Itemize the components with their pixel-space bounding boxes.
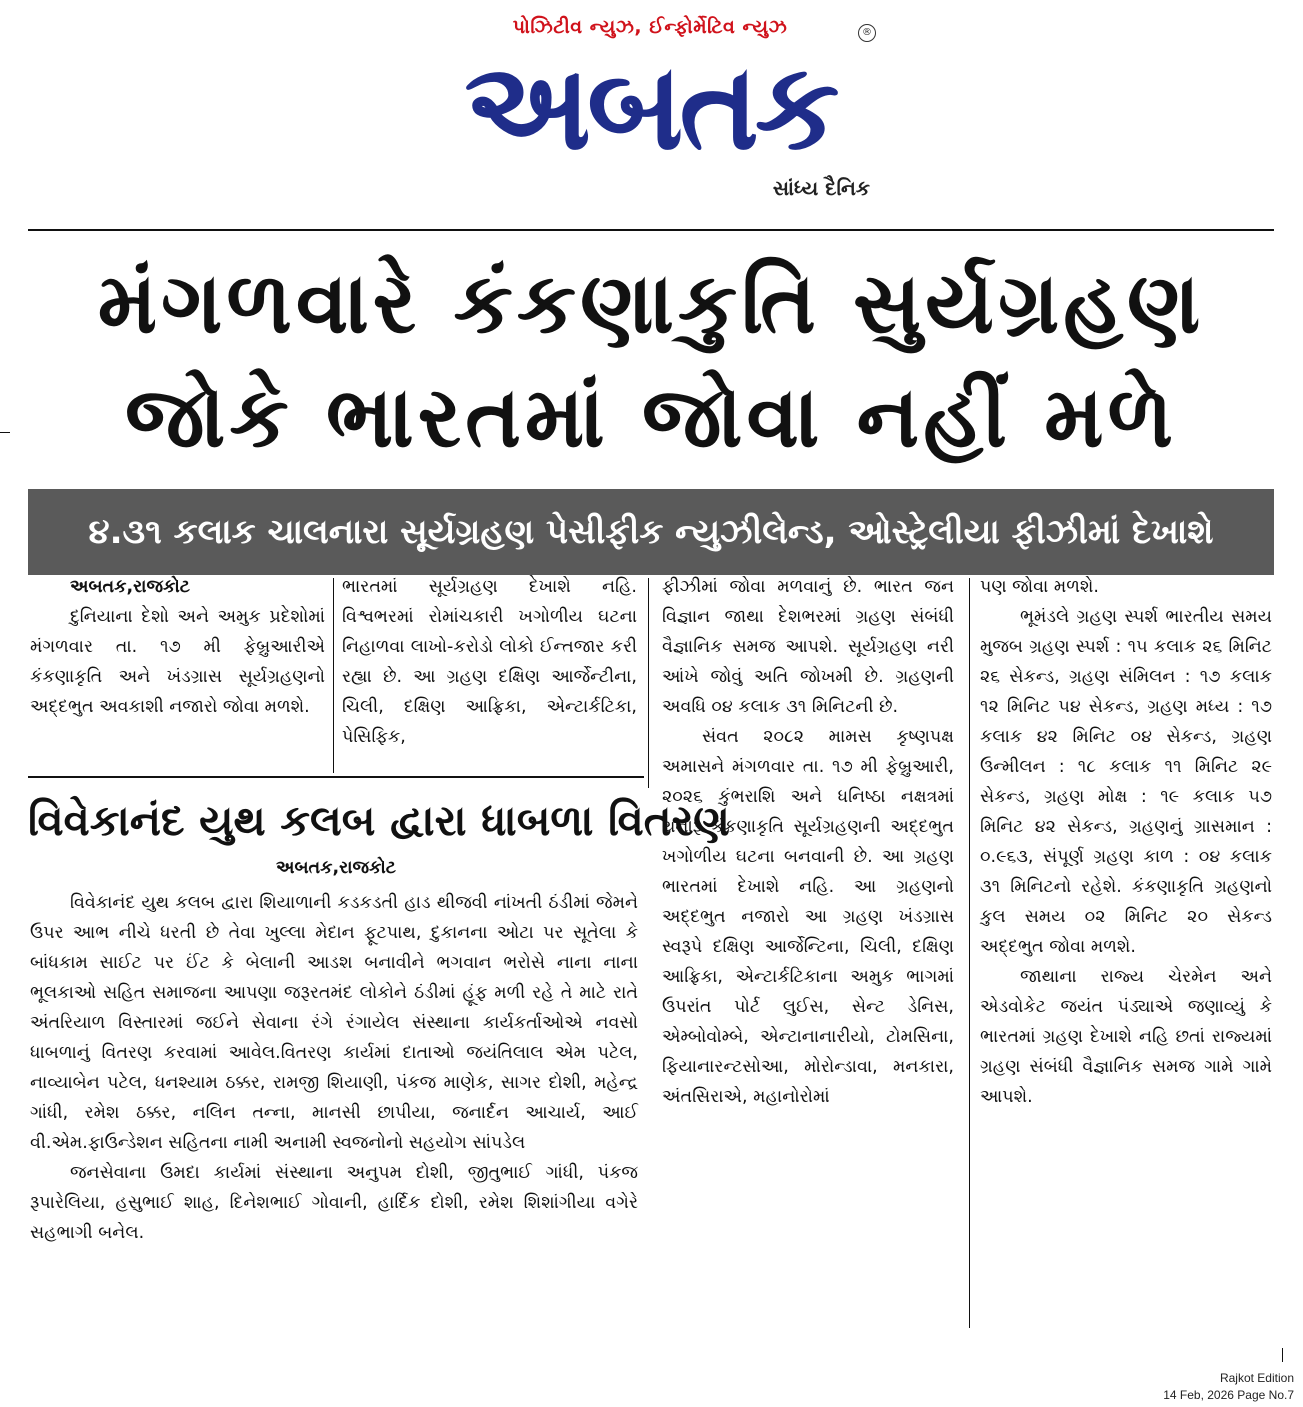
newspaper-logo: અબતક <box>464 38 836 177</box>
article1-col1-text: દુનિયાના દેશો અને અમુક પ્રદેશોમાં મંગળવાર તા. ૧૭ મી ફેબ્રુઆરીએ કંકણાકૃતિ અને ખંડગ્રાસ સૂર્યગ્રહણનો અદ્દભુત અવકાશી નજારો જોવા મળશે. <box>30 607 325 717</box>
article1-column2 <box>342 572 637 752</box>
edition-footer <box>1163 1370 1294 1404</box>
article1-column4 <box>980 572 1272 1112</box>
main-headline-line2: જોકે ભારતમાં જોવા નહીં મળે <box>124 368 1178 466</box>
footer-tick <box>1282 1348 1283 1362</box>
edition-name: Rajkot Edition <box>1219 1371 1294 1385</box>
article1-col2-text: ભારતમાં સૂર્યગ્રહણ દેખાશે નહિ. વિશ્વભરમાં રોમાંચકારી ખગોળીય ઘટના નિહાળવા લાખો-કરોડો લોકો ઈન્તજાર કરી રહ્યા છે. આ ગ્રહણ દક્ષિણ આર્જેન્ટીના, ચિલી, દક્ષિણ આફ્રિકા, એન્ટાર્કટિકા, પેસિફિક, <box>342 577 637 747</box>
margin-tick <box>0 432 10 433</box>
masthead <box>0 0 1303 215</box>
article1-col4-para2: જાથાના રાજ્ય ચેરમેન અને એડવોકેટ જયંત પંડ્યાએ જણાવ્યું કે ભારતમાં ગ્રહણ દેખાશે નહિ છતાં રાજ્યમાં ગ્રહણ સંબંધી વૈજ્ઞાનિક સમજ ગામે ગામે આપશે. <box>980 967 1272 1107</box>
article-separator <box>28 776 644 778</box>
article2-para2: જનસેવાના ઉમદા કાર્યમાં સંસ્થાના અનુપમ દોશી, જીતુભાઈ ગાંધી, પંકજ રૂપારેલિયા, હસુભાઈ શાહ, દિનેશભાઈ ગોવાની, હાર્દિક દોશી, રમેશ શિશાંગીયા વગેરે સહભાગી બનેલ. <box>30 1163 638 1243</box>
article2-headline: વિવેકાનંદ યુથ કલબ દ્વારા ધાબળા વિતરણ <box>28 796 730 845</box>
masthead-rule <box>28 229 1274 231</box>
article1-col3-para2: સંવત ૨૦૮૨ મામસ કૃષ્ણપક્ષ અમાસને મંગળવાર તા. ૧૭ મી ફેબ્રુઆરી, ૨૦૨૬ કુંભરાશિ અને ધનિષ્ઠા નક્ષત્રમાં થનારૂ કંકણાકૃતિ સૂર્યગ્રહણની અદ્દભુત ખગોળીય ઘટના બનવાની છે. આ ગ્રહણ ભારતમાં દેખાશે નહિ. આ ગ્રહણનો અદ્દભુત નજારો આ ગ્રહણ ખંડગ્રાસ સ્વરૂપે દક્ષિણ આર્જેન્ટિના, ચિલી, દક્ષિણ આફ્રિકા, એન્ટાર્કટિકાના અમુક ભાગમાં ઉપરાંત પોર્ટ લુઈસ, સેન્ટ ડેનિસ, એમ્બોવોમ્બે, એન્ટાનાનારીયો, ટોમસિના, ફિયાનારન્ટસોઆ, મોરોન્ડાવા, મનકારા, અંતસિરાએ, મહાનોરોમાં <box>662 727 954 1107</box>
article2-para1: વિવેકાનંદ યુથ કલબ દ્વારા શિયાળાની કડકડતી હાડ થીજવી નાંખતી ઠંડીમાં જેમને ઉપર આભ નીચે ધરતી છે તેવા ખુલ્લા મેદાન ફૂટપાથ, દુકાનના ઓટા પર સૂતેલા કે બાંધકામ સાઈટ પર ઈંટ કે બેલાની આડશ બનાવીને ભગવાન ભરોસે નાના નાના ભૂલકાઓ સહિત સમાજના આપણા જરૂરતમંદ લોકોને ઠંડીમાં હૂંફ મળી રહે તે માટે રાતે અંતરિયાળ વિસ્તારમાં જઈને સેવાના રંગે રંગાયેલ સંસ્થાના કાર્યકર્તાઓએ નવસો ધાબળાનું વિતરણ કરવામાં આવેલ.વિતરણ કાર્યમાં દાતાઓ જયંતિલાલ એમ પટેલ, નાવ્યાબેન પટેલ, ધનશ્યામ ઠક્કર, રામજી શિયાણી, પંકજ માણેક, સાગર દોશી, મહેન્દ્ર ગાંધી, રમેશ ઠક્કર, નલિન તન્ના, માનસી છાપીયા, જનાર્દન આચાર્ય, આઈ વી.એમ.ફાઉન્ડેશન સહિતના નામી અનામી સ્વજનોનો સહયોગ સાંપડેલ <box>30 893 638 1153</box>
masthead-tagline: પોઝિટીવ ન્યુઝ, ઈન્ફોર્મેટિવ ન્યુઝ <box>512 16 788 38</box>
edition-date-page: 14 Feb, 2026 Page No.7 <box>1163 1388 1294 1402</box>
article2-body <box>30 888 638 1248</box>
subheadline-banner: ૪.૩૧ કલાક ચાલનારા સૂર્યગ્રહણ પેસીફીક ન્યુઝીલેન્ડ, ઓસ્ટ્રેલીયા ફીઝીમાં દેખાશે <box>28 489 1274 575</box>
column-divider <box>648 578 649 788</box>
registered-mark: ® <box>858 24 876 42</box>
article1-col4-para0: પણ જોવા મળશે. <box>980 577 1099 597</box>
article2-dateline: અબતક,રાજકોટ <box>276 858 396 878</box>
article1-column1 <box>30 572 325 722</box>
article1-dateline: અબતક,રાજકોટ <box>70 577 190 597</box>
article1-col4-para1: ભૂમંડલે ગ્રહણ સ્પર્શ ભારતીય સમય મુજબ ગ્રહણ સ્પર્શ : ૧૫ કલાક ૨૬ મિનિટ ૨૬ સેકન્ડ, ગ્રહણ સંમિલન : ૧૭ કલાક ૧૨ મિનિટ ૫૪ સેકન્ડ, ગ્રહણ મધ્ય : ૧૭ કલાક ૪૨ મિનિટ ૦૪ સેકન્ડ, ગ્રહણ ઉન્મીલન : ૧૮ કલાક ૧૧ મિનિટ ૨૯ સેકન્ડ, ગ્રહણ મોક્ષ : ૧૯ કલાક ૫૭ મિનિટ ૪૨ સેકન્ડ, ગ્રહણનું ગ્રાસમાન : ૦.૯૬૩, સંપૂર્ણ ગ્રહણ કાળ : ૦૪ કલાક ૩૧ મિનિટનો રહેશે. કંકણાકૃતિ ગ્રહણનો કુલ સમય ૦૨ મિનિટ ૨૦ સેકન્ડ અદ્દભુત જોવા મળશે. <box>980 607 1272 957</box>
masthead-subtitle: સાંધ્ય દૈનિક <box>772 176 870 200</box>
column-divider <box>969 578 970 1328</box>
article1-col3-para1: ફીઝીમાં જોવા મળવાનું છે. ભારત જન વિજ્ઞાન જાથા દેશભરમાં ગ્રહણ સંબંધી વૈજ્ઞાનિક સમજ આપશે. સૂર્યગ્રહણ નરી આંખે જોવું અતિ જોખમી છે. ગ્રહણની અવધિ ૦૪ કલાક ૩૧ મિનિટની છે. <box>662 577 954 717</box>
main-headline-line1: મંગળવારે કંકણાકુતિ સુર્યગ્રહણ <box>97 254 1205 352</box>
column-divider <box>333 578 334 773</box>
